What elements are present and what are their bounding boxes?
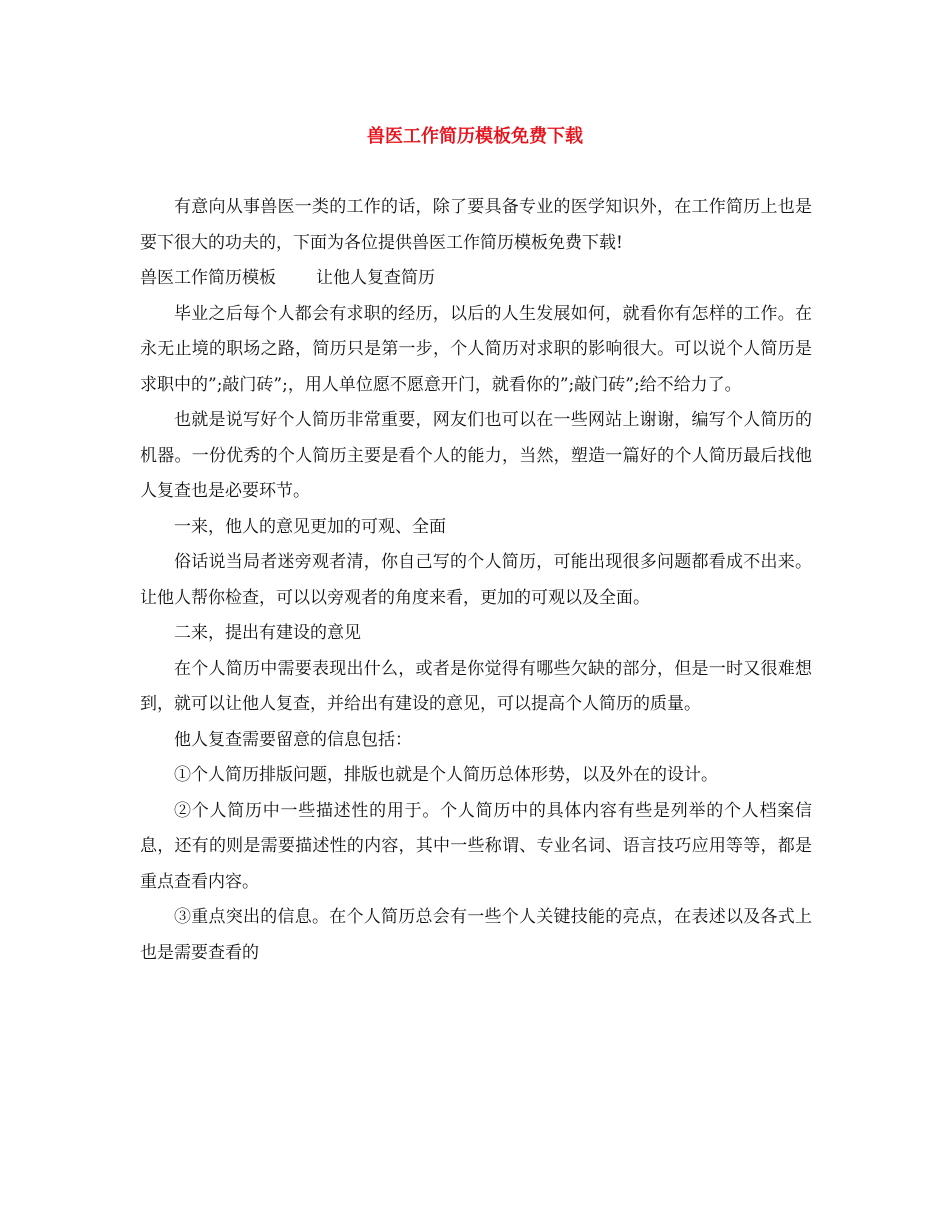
list-item-1: ①个人简历排版问题，排版也就是个人简历总体形势，以及外在的设计。 — [174, 765, 718, 785]
document-body — [140, 190, 812, 971]
body-paragraph-2: 也就是说写好个人简历非常重要，网友们也可以在一些网站上谢谢，编写个人简历的机器。一份优秀的个人简历主要是看个人的能力，当然，塑造一篇好的个人简历最后找他人复查也是必要环节。 — [140, 410, 812, 501]
document-title: 兽医工作简历模板免费下载 — [367, 126, 583, 147]
subheading-right: 让他人复查简历 — [316, 268, 435, 288]
section-heading-1: 一来，他人的意见更加的可观、全面 — [174, 516, 446, 537]
section-heading-2: 二来，提出有建设的意见 — [174, 623, 361, 643]
body-paragraph-3: 俗话说当局者迷旁观者清，你自己写的个人简历，可能出现很多问题都看成不出来。让他人帮你检查，可以以旁观者的角度来看，更加的可观以及全面。 — [140, 552, 812, 608]
list-item-3: ③重点突出的信息。在个人简历总会有一些个人关键技能的亮点，在表述以及各式上也是需要查看的 — [140, 907, 812, 963]
body-paragraph-1: 毕业之后每个人都会有求职的经历，以后的人生发展如何，就看你有怎样的工作。在永无止境的职场之路，简历只是第一步，个人简历对求职的影响很大。可以说个人简历是求职中的”;敲门砖”;，用人单位愿不愿意开门，就看你的”;敲门砖”;给不给力了。 — [140, 303, 812, 395]
body-paragraph-4: 在个人简历中需要表现出什么，或者是你觉得有哪些欠缺的部分，但是一时又很难想到，就可以让他人复查，并给出有建设的意见，可以提高个人简历的质量。 — [140, 658, 812, 714]
list-item-2: ②个人简历中一些描述性的用于。个人简历中的具体内容有些是列举的个人档案信息，还有的则是需要描述性的内容，其中一些称谓、专业名词、语言技巧应用等等，都是重点查看内容。 — [140, 800, 812, 892]
list-intro: 他人复查需要留意的信息包括： — [174, 729, 412, 750]
subheading-line — [140, 261, 812, 297]
subheading-left: 兽医工作简历模板 — [140, 268, 276, 288]
intro-paragraph: 有意向从事兽医一类的工作的话，除了要具备专业的医学知识外，在工作简历上也是要下很大的功夫的，下面为各位提供兽医工作简历模板免费下载! — [140, 197, 812, 253]
